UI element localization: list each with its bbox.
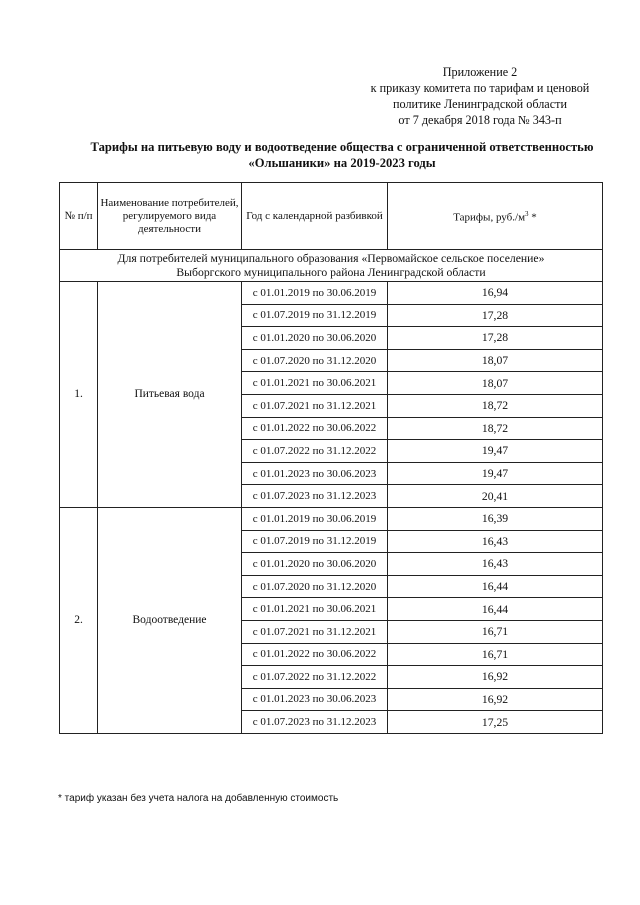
section-number: 2. [60, 507, 98, 733]
group-line: Для потребителей муниципального образования «Первомайское сельское поселение» [117, 251, 545, 265]
header-tariff-unit: Тарифы, руб./м [453, 211, 526, 224]
period-cell: с 01.07.2023 по 31.12.2023 [242, 711, 388, 734]
period-cell: с 01.01.2019 по 30.06.2019 [242, 507, 388, 530]
tariff-cell: 19,47 [388, 462, 603, 485]
footnote: * тариф указан без учета налога на добавленную стоимость [58, 793, 339, 804]
tariff-cell: 18,72 [388, 417, 603, 440]
appendix-line: от 7 декабря 2018 года № 343-п [398, 113, 562, 127]
tariff-rows [60, 282, 603, 734]
title-line: «Ольшаники» на 2019-2023 годы [248, 155, 436, 170]
tariff-cell: 16,43 [388, 530, 603, 553]
period-cell: с 01.07.2019 по 31.12.2019 [242, 530, 388, 553]
appendix-header [360, 64, 600, 128]
header-num: № п/п [60, 183, 98, 250]
appendix-line: Приложение 2 [442, 65, 518, 79]
period-cell: с 01.01.2021 по 30.06.2021 [242, 372, 388, 395]
header-period: Год с календарной разбивкой [242, 183, 388, 250]
period-cell: с 01.01.2022 по 30.06.2022 [242, 643, 388, 666]
period-cell: с 01.01.2021 по 30.06.2021 [242, 598, 388, 621]
section-name: Водоотведение [98, 507, 242, 733]
header-name: Наименование потребителей, регулируемого вида деятельности [98, 183, 242, 250]
tariff-cell: 17,25 [388, 711, 603, 734]
tariff-cell: 20,41 [388, 485, 603, 508]
period-cell: с 01.07.2022 по 31.12.2022 [242, 666, 388, 689]
tariff-cell: 19,47 [388, 440, 603, 463]
period-cell: с 01.01.2023 по 30.06.2023 [242, 688, 388, 711]
tariff-cell: 16,44 [388, 598, 603, 621]
tariff-cell: 16,71 [388, 643, 603, 666]
period-cell: с 01.07.2020 по 31.12.2020 [242, 349, 388, 372]
period-cell: с 01.01.2022 по 30.06.2022 [242, 417, 388, 440]
period-cell: с 01.01.2020 по 30.06.2020 [242, 553, 388, 576]
tariff-cell: 16,43 [388, 553, 603, 576]
document-title [52, 140, 632, 171]
table-row [60, 282, 603, 305]
tariff-cell: 16,94 [388, 282, 603, 305]
period-cell: с 01.07.2020 по 31.12.2020 [242, 575, 388, 598]
period-cell: с 01.01.2023 по 30.06.2023 [242, 462, 388, 485]
tariff-cell: 17,28 [388, 327, 603, 350]
header-tariff-sup: 3 [525, 209, 529, 218]
group-line: Выборгского муниципального района Ленинградской области [176, 265, 486, 279]
period-cell: с 01.01.2019 по 30.06.2019 [242, 282, 388, 305]
header-tariff-mark: * [528, 211, 537, 224]
appendix-line: к приказу комитета по тарифам и ценовой [370, 81, 590, 95]
header-row [60, 183, 603, 250]
tariff-cell: 18,07 [388, 349, 603, 372]
period-cell: с 01.07.2022 по 31.12.2022 [242, 440, 388, 463]
tariff-cell: 16,92 [388, 688, 603, 711]
consumer-group [60, 250, 603, 282]
title-line: Тарифы на питьевую воду и водоотведение общества с ограниченной ответственностью [90, 140, 594, 154]
group-row [60, 250, 603, 282]
period-cell: с 01.07.2023 по 31.12.2023 [242, 485, 388, 508]
table-row [60, 507, 603, 530]
header-tariff [388, 183, 603, 250]
tariff-cell: 18,72 [388, 394, 603, 417]
appendix-line: политике Ленинградской области [393, 97, 567, 111]
section-number: 1. [60, 282, 98, 508]
tariff-cell: 16,39 [388, 507, 603, 530]
tariff-cell: 16,71 [388, 620, 603, 643]
tariff-cell: 17,28 [388, 304, 603, 327]
tariff-cell: 16,44 [388, 575, 603, 598]
period-cell: с 01.01.2020 по 30.06.2020 [242, 327, 388, 350]
section-name: Питьевая вода [98, 282, 242, 508]
tariff-cell: 16,92 [388, 666, 603, 689]
tariff-table [59, 182, 603, 734]
period-cell: с 01.07.2019 по 31.12.2019 [242, 304, 388, 327]
period-cell: с 01.07.2021 по 31.12.2021 [242, 394, 388, 417]
period-cell: с 01.07.2021 по 31.12.2021 [242, 620, 388, 643]
tariff-cell: 18,07 [388, 372, 603, 395]
